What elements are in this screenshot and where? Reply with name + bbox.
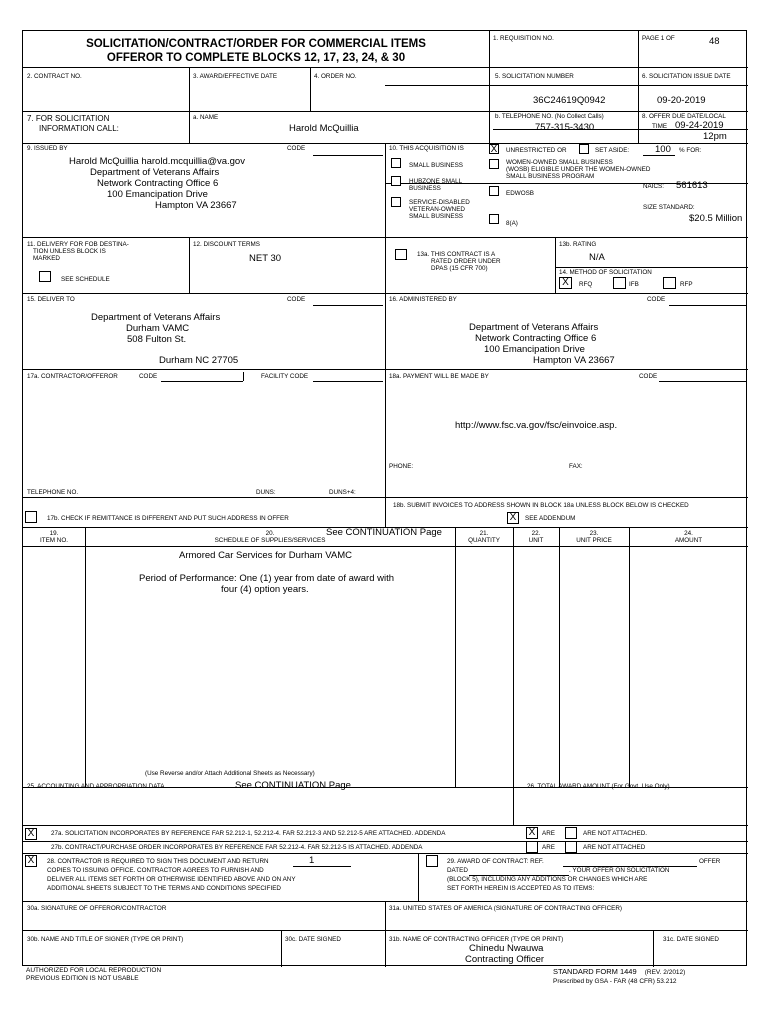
offer-due-label: 8. OFFER DUE DATE/LOCAL: [642, 113, 726, 120]
telephone-no-label: TELEPHONE NO.: [27, 489, 79, 496]
col-amount: [629, 530, 748, 544]
rule: [513, 787, 514, 825]
fob-line3: MARKED: [33, 255, 60, 263]
discount-terms-label: 12. DISCOUNT TERMS: [193, 241, 260, 248]
issued-line-1: Harold McQuillia harold.mcquillia@va.gov: [69, 156, 245, 167]
wosb-line3: SMALL BUSINESS PROGRAM: [506, 173, 595, 181]
rule: [489, 31, 490, 67]
rule: [189, 237, 190, 293]
title-line1: SOLICITATION/CONTRACT/ORDER FOR COMMERCIAL ITEMS: [86, 38, 426, 50]
rule: [23, 546, 748, 547]
footer-prescribed: Prescribed by GSA - FAR (48 CFR) 53.212: [553, 978, 677, 985]
col23-num: 23.: [589, 530, 599, 537]
col24-num: 24.: [684, 530, 693, 537]
rfq-label: RFQ: [579, 281, 593, 288]
col23-label: UNIT PRICE: [576, 537, 612, 545]
size-standard-value: $20.5 Million: [689, 213, 743, 224]
rule: [281, 930, 282, 967]
8a-checkbox[interactable]: [489, 214, 499, 224]
dpas-line1: 13a. THIS CONTRACT IS A: [417, 251, 496, 258]
schedule-line-2: Period of Performance: One (1) year from date of award with: [139, 573, 395, 584]
28-line3: DELIVER ALL ITEMS SET FORTH OR OTHERWISE IDENTIFIED ABOVE AND ON ANY: [47, 876, 296, 883]
contractor-label: 17a. CONTRACTOR/OFFEROR: [27, 373, 118, 380]
see-schedule-checkbox[interactable]: [39, 271, 51, 282]
27b-text: 27b. CONTRACT/PURCHASE ORDER INCORPORATES BY REFERENCE FAR 52.212-4. FAR 52.212-5 IS ATTACHED. ADDENDA: [51, 844, 423, 851]
deliver-to-label: 15. DELIVER TO: [27, 296, 75, 303]
29-line2: . YOUR OFFER ON SOLICITATION: [569, 867, 670, 874]
27a-text: 27a. SOLICITATION INCORPORATES BY REFERENCE FAR 52.212-1, 52.212-4. FAR 52.212-3 AND 52.212-5 ARE ATTACHED. ADDENDA: [51, 830, 446, 837]
rule: [23, 853, 748, 854]
dpas-line3: DPAS (15 CFR 700): [431, 265, 488, 273]
remittance-checkbox[interactable]: [25, 511, 37, 523]
27b-are-not-label: ARE NOT ATTACHED: [583, 844, 646, 851]
addendum-checkbox[interactable]: X: [507, 512, 519, 524]
27a-are-label: ARE: [542, 830, 555, 837]
dpas-line2: RATED ORDER UNDER: [431, 258, 501, 266]
small-business-checkbox[interactable]: [391, 158, 401, 168]
col22-num: 22.: [531, 530, 541, 537]
29-dated: DATED: [447, 867, 468, 874]
naics-value: 561613: [676, 180, 708, 191]
copies-value: 1: [309, 855, 315, 866]
30a-label: 30a. SIGNATURE OF OFFEROR/CONTRACTOR: [27, 905, 167, 912]
solicitation-number: 36C24619Q0942: [533, 95, 606, 106]
naics-label: NAICS:: [643, 183, 664, 190]
continuation-page: See CONTINUATION Page: [326, 527, 442, 538]
requisition-label: 1. REQUISITION NO.: [493, 35, 554, 42]
payment-code-label: CODE: [639, 373, 658, 380]
rfq-checkbox[interactable]: X: [559, 277, 572, 289]
dpas-label: [417, 251, 501, 273]
page-total: 48: [709, 36, 720, 47]
rule: [513, 527, 514, 787]
offer-due-time: 12pm: [703, 131, 727, 142]
rule: [455, 527, 456, 787]
rule: [243, 372, 244, 381]
fob-label: [27, 241, 129, 263]
27a-are-checkbox[interactable]: X: [526, 827, 538, 839]
phone-label: PHONE:: [389, 463, 414, 470]
dpas-checkbox[interactable]: [395, 249, 407, 260]
fob-line1: 11. DELIVERY FOR FOB DESTINA-: [27, 241, 129, 248]
issued-line-3: Network Contracting Office 6: [97, 178, 219, 189]
see-addendum-label: SEE ADDENDUM: [525, 515, 576, 522]
issued-line-4: 100 Emancipation Drive: [107, 189, 208, 200]
duns4-label: DUNS+4:: [329, 489, 356, 496]
col-quantity: [455, 530, 513, 544]
schedule-line-1: Armored Car Services for Durham VAMC: [179, 550, 352, 561]
officer-name: Chinedu Nwauwa: [469, 943, 544, 954]
rfp-checkbox[interactable]: [663, 277, 676, 289]
schedule-line-3: four (4) option years.: [221, 584, 309, 595]
footer-left: [26, 967, 161, 984]
footer-line1: AUTHORIZED FOR LOCAL REPRODUCTION: [26, 967, 162, 974]
payment-url[interactable]: http://www.fsc.va.gov/fsc/einvoice.asp.: [455, 420, 618, 431]
accounting-value: See CONTINUATION Page: [235, 780, 351, 791]
acquisition-label: 10. THIS ACQUISITION IS: [389, 145, 464, 152]
set-aside-checkbox[interactable]: [579, 144, 589, 154]
31a-label: 31a. UNITED STATES OF AMERICA (SIGNATURE OF CONTRACTING OFFICER): [389, 905, 623, 912]
issued-code-line: [313, 155, 383, 156]
info-call-line2: INFORMATION CALL:: [39, 123, 119, 133]
issued-line-2: Department of Veterans Affairs: [90, 167, 220, 178]
issued-line-5: Hampton VA 23667: [155, 200, 237, 211]
29-line4: SET FORTH HEREIN IS ACCEPTED AS TO ITEMS:: [447, 885, 595, 892]
remittance-label: 17b. CHECK IF REMITTANCE IS DIFFERENT AND PUT SUCH ADDRESS IN OFFER: [47, 515, 289, 522]
col22-label: UNIT: [528, 537, 544, 545]
rule: [23, 111, 748, 112]
deliver-line-3: 508 Fulton St.: [127, 334, 187, 345]
submit-invoices-label: 18b. SUBMIT INVOICES TO ADDRESS SHOWN IN BLOCK 18a UNLESS BLOCK BELOW IS CHECKED: [393, 502, 689, 509]
admin-line-1: Department of Veterans Affairs: [469, 322, 599, 333]
sdvosb-line3: SMALL BUSINESS: [409, 213, 464, 221]
sdvosb-line1: SERVICE-DISABLED: [409, 199, 470, 206]
small-business-label: SMALL BUSINESS: [409, 162, 464, 169]
order-no-label: 4. ORDER NO.: [314, 73, 357, 80]
form-title: [23, 37, 489, 66]
percent-for-label: % FOR:: [679, 147, 702, 154]
30c-label: 30c. DATE SIGNED: [285, 936, 341, 943]
payment-label: 18a. PAYMENT WILL BE MADE BY: [389, 373, 489, 380]
rule: [23, 825, 748, 826]
rule: [653, 930, 654, 967]
deliver-code-line: [313, 305, 383, 306]
contractor-code-line: [161, 381, 243, 382]
accounting-label: 25. ACCOUNTING AND APPROPRIATION DATA: [27, 783, 165, 790]
rule: [385, 901, 386, 967]
rule: [310, 67, 311, 111]
29-checkbox[interactable]: [426, 855, 438, 867]
method-label: 14. METHOD OF SOLICITATION: [559, 269, 652, 276]
col21-label: QUANTITY: [468, 537, 500, 545]
col19-num: 19.: [49, 530, 59, 537]
footer-sf: [553, 967, 685, 977]
issued-code-label: CODE: [287, 145, 306, 152]
admin-line-3: 100 Emancipation Drive: [484, 344, 585, 355]
officer-title: Contracting Officer: [465, 954, 545, 965]
col20-label: SCHEDULE OF SUPPLIES/SERVICES: [214, 537, 326, 545]
rule: [385, 497, 748, 498]
col21-num: 21.: [479, 530, 489, 537]
rule: [559, 527, 560, 787]
wosb-line2: (WOSB) ELIGIBLE UNDER THE WOMEN-OWNED: [506, 166, 651, 174]
admin-line-2: Network Contracting Office 6: [475, 333, 597, 344]
rule: [85, 527, 86, 787]
deliver-code-label: CODE: [287, 296, 306, 303]
27a-are-not-label: ARE NOT ATTACHED.: [583, 830, 648, 837]
footer-line2: PREVIOUS EDITION IS NOT USABLE: [26, 975, 139, 983]
28-line2: COPIES TO ISSUING OFFICE. CONTRACTOR AGREES TO FURNISH AND: [47, 867, 264, 874]
contract-no-label: 2. CONTRACT NO.: [27, 73, 82, 80]
facility-code-line: [313, 381, 383, 382]
issue-date: 09-20-2019: [657, 95, 706, 106]
29-line3: (BLOCK 5), INCLUDING ANY ADDITIONS OR CHANGES WHICH ARE: [447, 876, 648, 883]
payment-code-line: [659, 381, 746, 382]
31b-label: 31b. NAME OF CONTRACTING OFFICER (TYPE OR PRINT): [389, 936, 564, 943]
rule: [385, 143, 386, 527]
col-unit-price: [559, 530, 629, 544]
ifb-label: IFB: [629, 281, 639, 288]
set-aside-label: SET ASIDE:: [595, 147, 630, 154]
wosb-checkbox[interactable]: [489, 159, 499, 169]
solicitation-number-label: 5. SOLICITATION NUMBER: [495, 73, 574, 80]
rule: [23, 841, 748, 842]
time-label: TIME: [652, 123, 668, 130]
rating-value: N/A: [589, 252, 605, 263]
wosb-label: [506, 159, 650, 181]
30b-label: 30b. NAME AND TITLE OF SIGNER (TYPE OR PRINT): [27, 936, 184, 943]
27a-are-not-checkbox[interactable]: [565, 827, 577, 839]
col-item-no: [23, 530, 85, 544]
rule: [23, 497, 385, 498]
rule: [23, 67, 748, 68]
total-award-label: 26. TOTAL AWARD AMOUNT (For Govt. Use Only): [527, 783, 670, 790]
fax-label: FAX:: [569, 463, 583, 470]
size-standard-label: SIZE STANDARD:: [643, 204, 695, 211]
29-offer: OFFER: [699, 858, 721, 865]
set-aside-percent: 100: [655, 144, 671, 155]
facility-code-label: FACILITY CODE: [261, 373, 309, 380]
administered-label: 16. ADMINISTERED BY: [389, 296, 457, 303]
admin-code-label: CODE: [647, 296, 666, 303]
sdvosb-checkbox[interactable]: [391, 197, 401, 207]
admin-city: Hampton VA 23667: [533, 355, 615, 366]
award-date-label: 3. AWARD/EFFECTIVE DATE: [193, 73, 278, 80]
28-line4: ADDITIONAL SHEETS SUBJECT TO THE TERMS AND CONDITIONS SPECIFIED: [47, 885, 281, 892]
contractor-code-label: CODE: [139, 373, 158, 380]
deliver-line-1: Department of Veterans Affairs: [91, 312, 221, 323]
rule: [638, 31, 639, 111]
reverse-note: (Use Reverse and/or Attach Additional Sheets as Necessary): [145, 770, 315, 777]
31c-label: 31c. DATE SIGNED: [663, 936, 719, 943]
rule: [638, 111, 639, 143]
27a-checkbox[interactable]: X: [25, 828, 37, 840]
rating-label: 13b. RATING: [559, 241, 597, 248]
discount-terms-value: NET 30: [249, 253, 282, 264]
contact-name: Harold McQuillia: [289, 123, 359, 134]
sdvosb-label: [409, 199, 470, 221]
page-label: PAGE 1 OF: [642, 35, 675, 42]
27b-are-not-checkbox[interactable]: [565, 841, 577, 853]
copies-line: [293, 866, 351, 867]
hubzone-checkbox[interactable]: [391, 176, 401, 186]
hubzone-line2: BUSINESS: [409, 185, 441, 193]
telephone-label: b. TELEPHONE NO. (No Collect Calls): [495, 113, 604, 120]
28-line1: 28. CONTRACTOR IS REQUIRED TO SIGN THIS DOCUMENT AND RETURN: [47, 858, 269, 865]
issue-date-label: 6. SOLICITATION ISSUE DATE: [642, 73, 731, 80]
rule: [189, 67, 190, 143]
standard-form: STANDARD FORM 1449: [553, 967, 637, 976]
info-call-label: [27, 114, 119, 133]
percent-line: [643, 155, 675, 156]
unrestricted-label: UNRESTRICTED OR: [506, 147, 567, 154]
admin-code-line: [669, 305, 746, 306]
rfp-label: RFP: [680, 281, 693, 288]
rule: [555, 237, 556, 293]
deliver-line-2: Durham VAMC: [126, 323, 190, 334]
form-revision: (REV. 2/2012): [644, 969, 686, 976]
offer-due-date: 09-24-2019: [675, 120, 724, 131]
rule: [629, 527, 630, 787]
hubzone-line1: HUBZONE SMALL: [409, 178, 463, 185]
8a-label: 8(A): [506, 220, 518, 227]
rule: [418, 853, 419, 901]
col20-num: 20.: [265, 530, 275, 537]
rule: [555, 267, 748, 268]
sdvosb-line2: VETERAN-OWNED: [409, 206, 465, 214]
hubzone-label: [409, 178, 462, 192]
name-label: a. NAME: [193, 114, 219, 121]
see-schedule-label: SEE SCHEDULE: [61, 276, 110, 283]
col19-label: ITEM NO.: [40, 537, 68, 545]
27b-are-label: ARE: [542, 844, 555, 851]
deliver-city: Durham NC 27705: [159, 355, 239, 366]
telephone-value: 757-315-3430: [535, 122, 595, 133]
29-line1: 29. AWARD OF CONTRACT: REF.: [447, 858, 544, 865]
wosb-line1: WOMEN-OWNED SMALL BUSINESS: [506, 159, 613, 166]
duns-label: DUNS:: [256, 489, 276, 496]
fob-line2: TION UNLESS BLOCK IS: [33, 248, 106, 256]
rule: [385, 85, 748, 86]
sf1449-form: [22, 30, 747, 966]
title-line2: OFFEROR TO COMPLETE BLOCKS 12, 17, 23, 24, & 30: [106, 52, 406, 65]
info-call-line1: 7. FOR SOLICITATION: [27, 114, 110, 123]
28-checkbox[interactable]: X: [25, 855, 37, 867]
27b-are-checkbox[interactable]: [526, 841, 538, 853]
issued-by-label: 9. ISSUED BY: [27, 145, 68, 152]
edwosb-label: EDWOSB: [506, 190, 534, 197]
edwosb-checkbox[interactable]: [489, 186, 499, 196]
unrestricted-checkbox[interactable]: X: [490, 144, 498, 155]
rule: [489, 67, 490, 143]
col-unit: [513, 530, 559, 544]
col24-label: AMOUNT: [674, 537, 703, 545]
ifb-checkbox[interactable]: [613, 277, 626, 289]
